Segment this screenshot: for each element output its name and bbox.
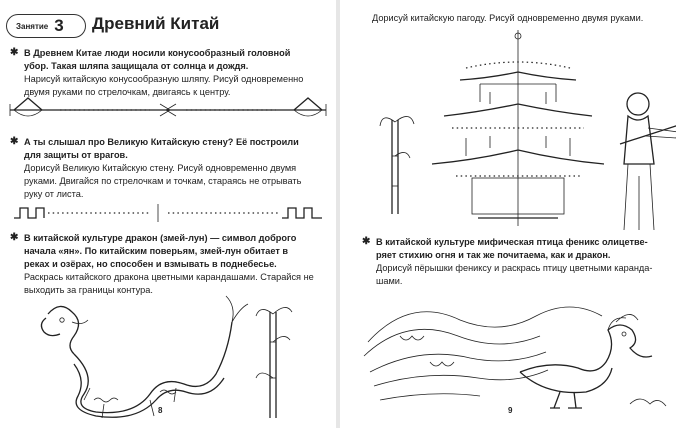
- phoenix-intro-line-1: В китайской культуре мифическая птица феникс олицетве-: [376, 237, 648, 247]
- dragon-intro-line-3: реках и озёрах, но способен и взмывать в поднебесье.: [24, 259, 277, 269]
- bullet-star-icon: ✱: [10, 232, 19, 243]
- phoenix-task-line-2: шами.: [376, 276, 403, 286]
- bullet-star-icon: ✱: [362, 236, 371, 247]
- lesson-label: Занятие: [16, 21, 49, 31]
- hat-intro-line-2: убор. Такая шляпа защищала от солнца и дождя.: [24, 61, 249, 71]
- phoenix-task-line-1: Дорисуй пёрышки фениксу и раскрась птицу цветными каранда-: [376, 263, 653, 273]
- page-number: 9: [508, 406, 513, 415]
- dragon-task-line-1: Раскрась китайского дракона цветными карандашами. Старайся не: [24, 272, 314, 282]
- wall-intro-line-1: А ты слышал про Великую Китайскую стену? Её построили: [24, 137, 299, 147]
- wall-tracing-exercise: [0, 200, 336, 226]
- wall-task-line-2: руками. Двигайся по стрелочкам и точкам, стараясь не отрывать: [24, 176, 302, 186]
- wall-task-line-1: Дорисуй Великую Китайскую стену. Рисуй одновременно двумя: [24, 163, 297, 173]
- dragon-intro-line-2: начала «ян». По китайским поверьям, змей-лун обитает в: [24, 246, 289, 256]
- hat-intro-line-1: В Древнем Китае люди носили конусообразный головной: [24, 48, 291, 58]
- phoenix-illustration: [340, 286, 676, 416]
- page-right: [340, 0, 676, 428]
- boy-with-pencil-illustration: [612, 84, 676, 234]
- hat-task-line-1: Нарисуй китайскую конусообразную шляпу. Рисуй одновременно: [24, 74, 304, 84]
- page-title: Древний Китай: [92, 14, 220, 33]
- lesson-number: 3: [54, 16, 64, 35]
- page-left: [0, 0, 336, 428]
- wall-task-line-3: руку от листа.: [24, 189, 84, 199]
- lesson-badge: [6, 14, 86, 38]
- dragon-illustration: [0, 292, 336, 422]
- bullet-star-icon: ✱: [10, 47, 19, 58]
- page-number: 8: [158, 406, 163, 415]
- dragon-intro-line-1: В китайской культуре дракон (змей-лун) — символ доброго: [24, 233, 297, 243]
- pagoda-task: Дорисуй китайскую пагоду. Рисуй одновременно двумя руками.: [372, 13, 644, 23]
- dragon-task-line-2: выходить за границы контура.: [24, 285, 153, 295]
- hat-tracing-exercise: [0, 96, 336, 136]
- bullet-star-icon: ✱: [10, 136, 19, 147]
- wall-intro-line-2: для защиты от врагов.: [24, 150, 128, 160]
- hat-task-line-2: двумя руками по стрелочкам, двигаясь к центру.: [24, 87, 231, 97]
- phoenix-intro-line-2: ряет стихию огня и так же почитаема, как и дракон.: [376, 250, 611, 260]
